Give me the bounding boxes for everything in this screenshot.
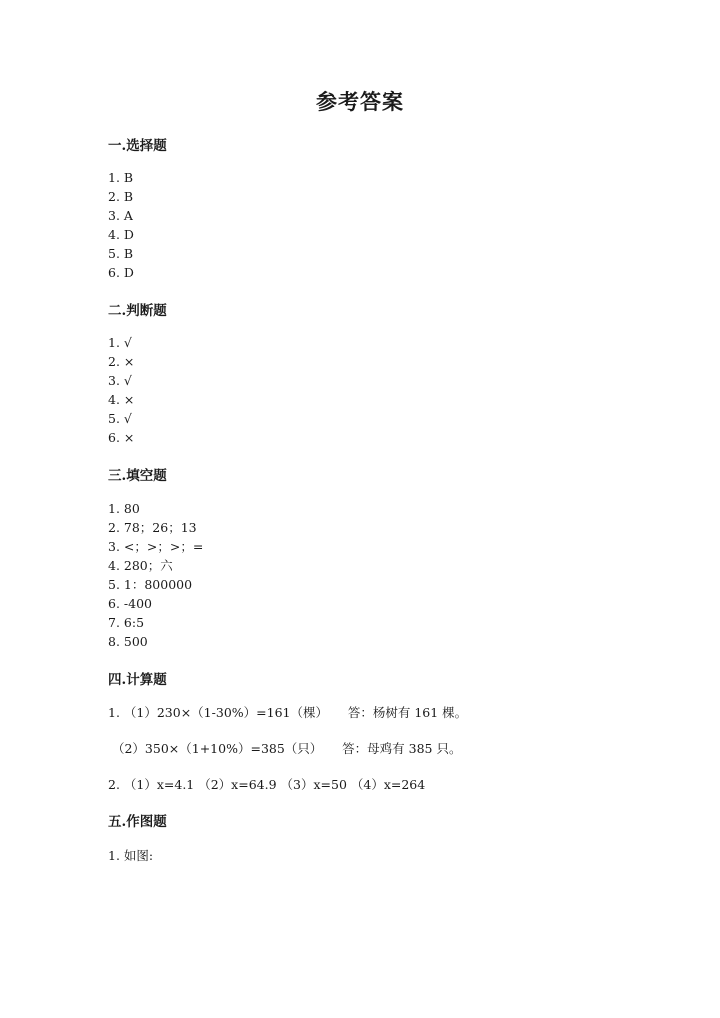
judgement-answer-3: 3. √ [108,373,132,388]
section-heading-drawing: 五.作图题 [108,814,167,830]
choice-answer-1: 1. B [108,170,134,185]
fill-answer-2: 2. 78；26；13 [108,520,197,535]
fill-answer-4: 4. 280；六 [108,558,173,573]
choice-answer-3: 3. A [108,208,133,223]
choice-answer-4: 4. D [108,227,134,242]
drawing-answer-1: 1. 如图: [108,848,154,863]
fill-answer-8: 8. 500 [108,634,148,649]
section-heading-fill-blank: 三.填空题 [108,468,167,484]
section-heading-choice: 一.选择题 [108,138,167,154]
choice-answer-5: 5. B [108,246,134,261]
fill-answer-3: 3. <；>；>；= [108,539,204,554]
section-heading-judgement: 二.判断题 [108,303,167,319]
page-title: 参考答案 [316,89,404,114]
judgement-answer-6: 6. × [108,430,135,445]
judgement-answer-4: 4. × [108,392,135,407]
fill-answer-7: 7. 6:5 [108,615,145,630]
calc-answer-1-1: 1. （1）230×（1-30%）=161（棵） 答：杨树有 161 棵。 [108,705,468,720]
section-heading-calculation: 四.计算题 [108,672,167,688]
judgement-answer-2: 2. × [108,354,135,369]
fill-answer-6: 6. -400 [108,596,152,611]
judgement-answer-1: 1. √ [108,335,132,350]
judgement-answer-5: 5. √ [108,411,132,426]
fill-answer-1: 1. 80 [108,501,140,516]
choice-answer-6: 6. D [108,265,134,280]
choice-answer-2: 2. B [108,189,134,204]
calc-answer-2: 2. （1）x=4.1 （2）x=64.9 （3）x=50 （4）x=264 [108,777,426,792]
calc-answer-1-2: （2）350×（1+10%）=385（只） 答：母鸡有 385 只。 [108,741,462,756]
fill-answer-5: 5. 1：800000 [108,577,193,592]
